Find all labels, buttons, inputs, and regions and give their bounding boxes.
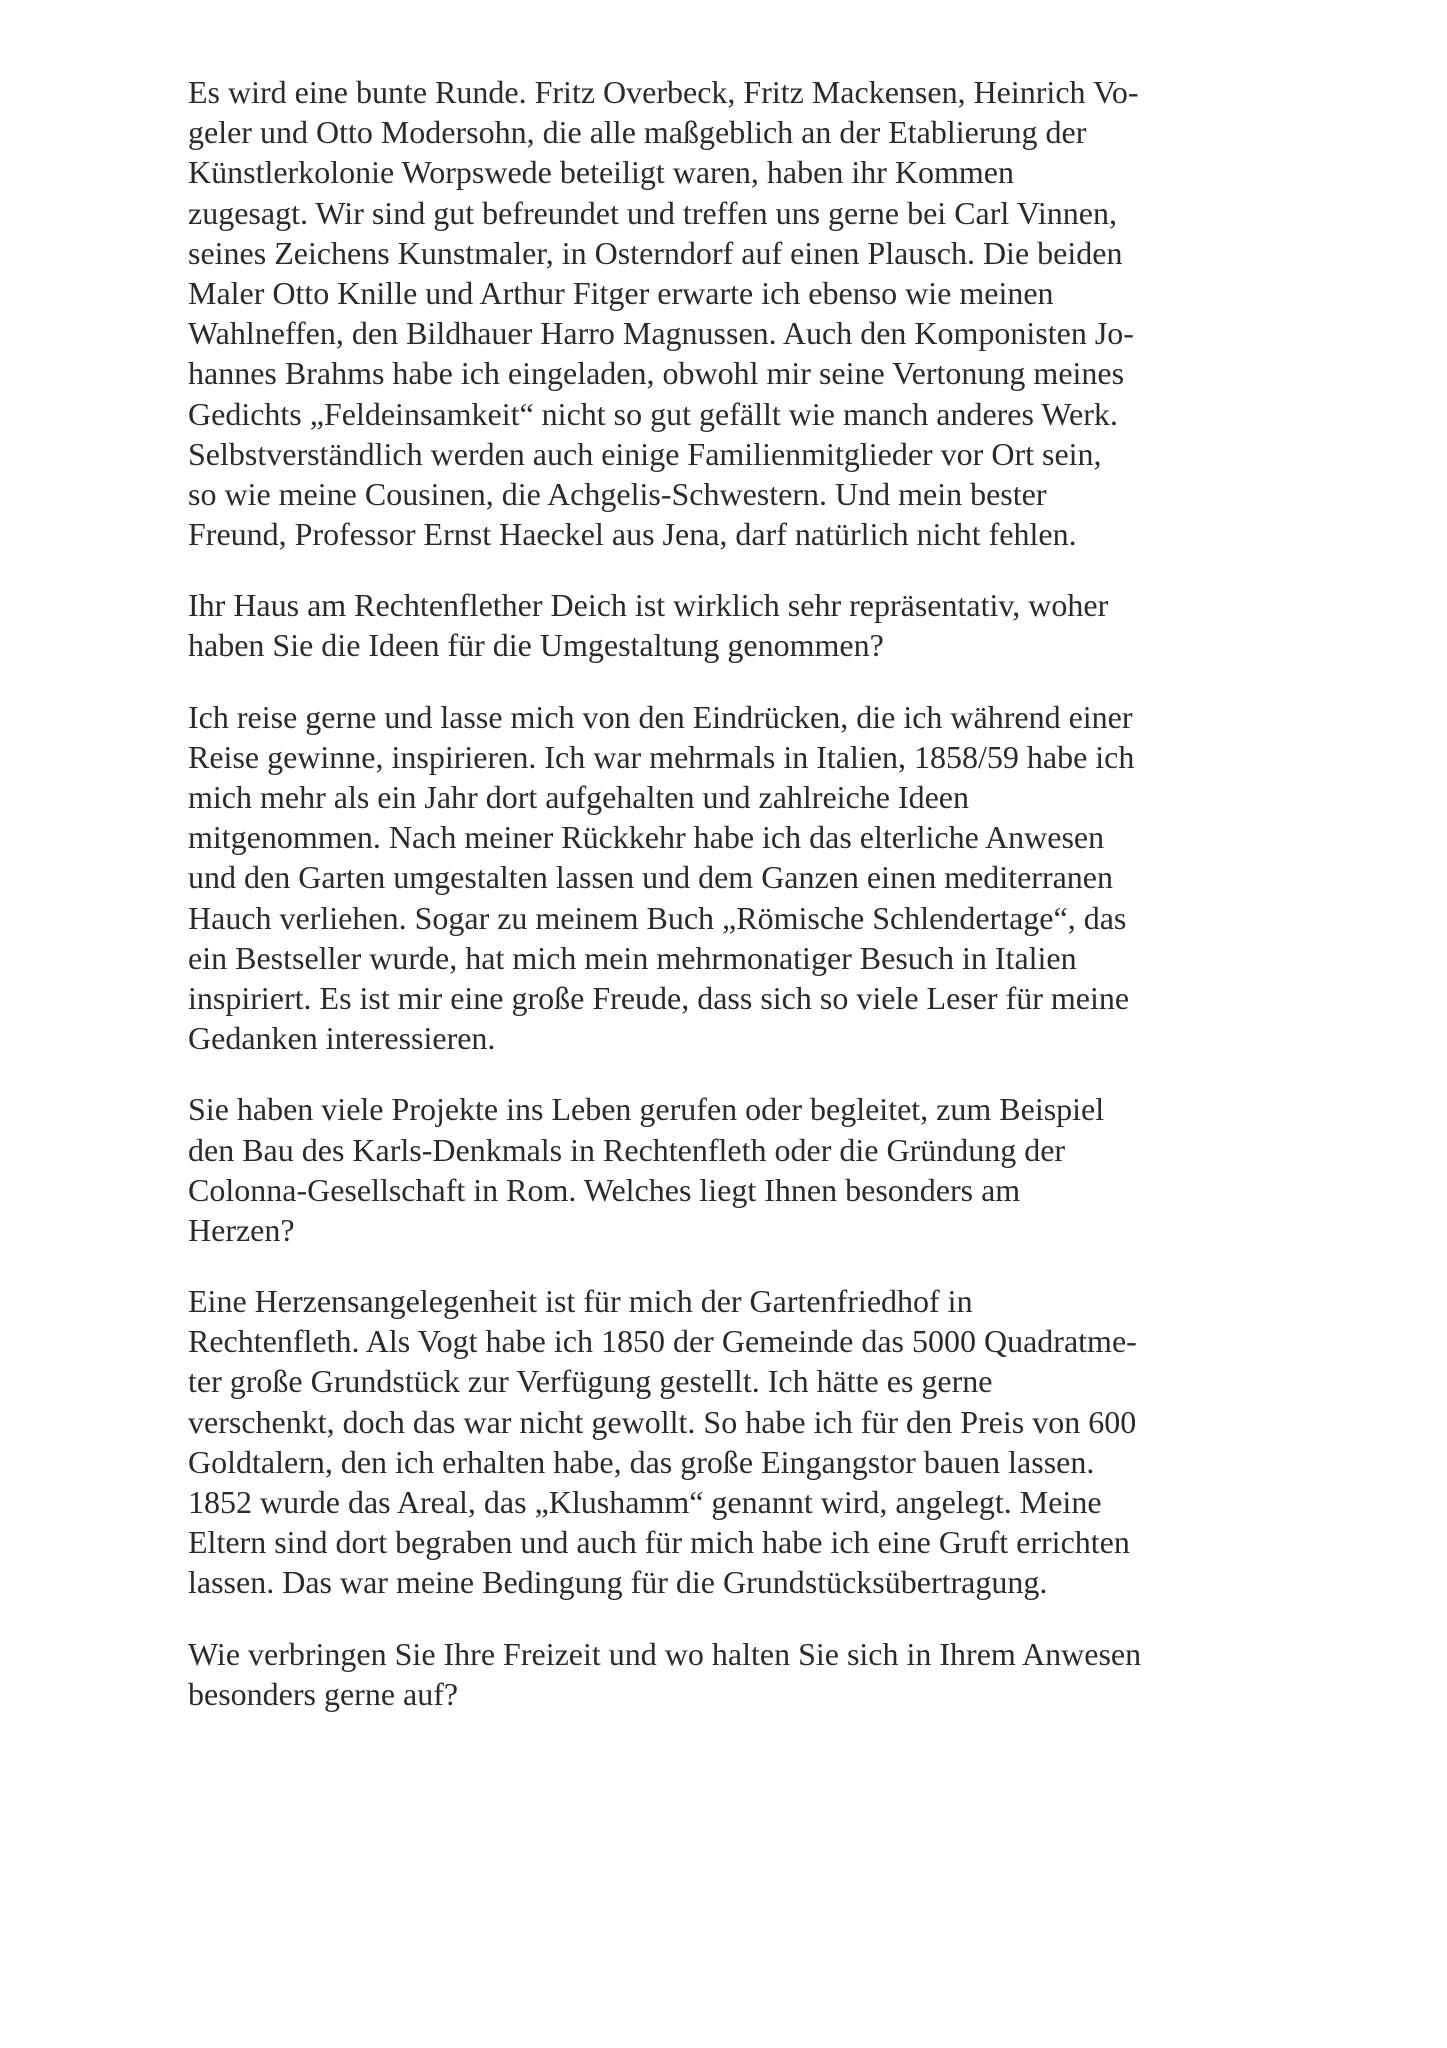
text-line: Selbstverständlich werden auch einige Familienmitglieder vor Ort sein, [188,435,1102,472]
text-line: hannes Brahms habe ich eingeladen, obwohl mir seine Vertonung meines [188,355,1125,392]
text-line: mitgenommen. Nach meiner Rückkehr habe ich das elterliche Anwesen [188,819,1105,856]
text-line: Wie verbringen Sie Ihre Freizeit und wo halten Sie sich in Ihrem Anwesen [188,1635,1142,1672]
text-line: Ihr Haus am Rechtenflether Deich ist wirklich sehr repräsentativ, woher [188,587,1109,624]
answer-paragraph [188,72,1368,554]
answer-paragraph [188,1281,1368,1603]
text-line: ter große Grundstück zur Verfügung gestellt. Ich hätte es gerne [188,1363,993,1400]
text-line: Wahlneffen, den Bildhauer Harro Magnussen. Auch den Komponisten Jo- [188,315,1134,352]
text-line: Ich reise gerne und lasse mich von den Eindrücken, die ich während einer [188,698,1133,735]
text-line: verschenkt, doch das war nicht gewollt. So habe ich für den Preis von 600 [188,1403,1137,1440]
text-line: den Bau des Karls-Denkmals in Rechtenfleth oder die Gründung der [188,1131,1066,1168]
text-line: Rechtenfleth. Als Vogt habe ich 1850 der Gemeinde das 5000 Quadratme- [188,1323,1137,1360]
question-paragraph [188,1089,1368,1250]
text-line: seines Zeichens Kunstmaler, in Osterndorf auf einen Plausch. Die beiden [188,234,1123,271]
answer-paragraph [188,697,1368,1059]
question-paragraph [188,1634,1368,1714]
text-line: Gedanken interessieren. [188,1020,496,1057]
text-line: Eine Herzensangelegenheit ist für mich der Gartenfriedhof in [188,1283,973,1320]
text-line: Künstlerkolonie Worpswede beteiligt waren, haben ihr Kommen [188,154,1014,191]
text-line: Reise gewinne, inspirieren. Ich war mehrmals in Italien, 1858/59 habe ich [188,738,1135,775]
text-line: mich mehr als ein Jahr dort aufgehalten und zahlreiche Ideen [188,779,969,815]
text-line: besonders gerne auf? [188,1675,459,1712]
question-paragraph [188,585,1368,665]
document-page [188,72,1368,1745]
text-line: so wie meine Cousinen, die Achgelis-Schwestern. Und mein bester [188,475,1047,512]
text-line: Herzen? [188,1211,295,1248]
text-line: Colonna-Gesellschaft in Rom. Welches liegt Ihnen besonders am [188,1171,1021,1208]
text-line: 1852 wurde das Areal, das „Klushamm“ genannt wird, angelegt. Meine [188,1484,1102,1520]
text-line: Es wird eine bunte Runde. Fritz Overbeck, Fritz Mackensen, Heinrich Vo- [188,74,1139,110]
text-line: Freund, Professor Ernst Haeckel aus Jena, darf natürlich nicht fehlen. [188,516,1077,553]
text-line: lassen. Das war meine Bedingung für die Grundstücksübertragung. [188,1564,1048,1601]
text-line: Goldtalern, den ich erhalten habe, das große Eingangstor bauen lassen. [188,1443,1095,1480]
text-line: Maler Otto Knille und Arthur Fitger erwarte ich ebenso wie meinen [188,274,1054,311]
text-line: inspiriert. Es ist mir eine große Freude, dass sich so viele Leser für meine [188,979,1130,1016]
text-line: ein Bestseller wurde, hat mich mein mehrmonatiger Besuch in Italien [188,939,1077,976]
text-line: Sie haben viele Projekte ins Leben gerufen oder begleitet, zum Beispiel [188,1091,1105,1128]
text-line: Gedichts „Feldeinsamkeit“ nicht so gut gefällt wie manch anderes Werk. [188,395,1118,432]
text-line: zugesagt. Wir sind gut befreundet und treffen uns gerne bei Carl Vinnen, [188,194,1117,231]
text-line: und den Garten umgestalten lassen und dem Ganzen einen mediterranen [188,859,1113,896]
text-line: Hauch verliehen. Sogar zu meinem Buch „Römische Schlendertage“, das [188,899,1127,936]
text-line: geler und Otto Modersohn, die alle maßgeblich an der Etablierung der [188,114,1087,151]
text-line: Eltern sind dort begraben und auch für mich habe ich eine Gruft errichten [188,1524,1130,1561]
text-line: haben Sie die Ideen für die Umgestaltung genommen? [188,627,884,664]
